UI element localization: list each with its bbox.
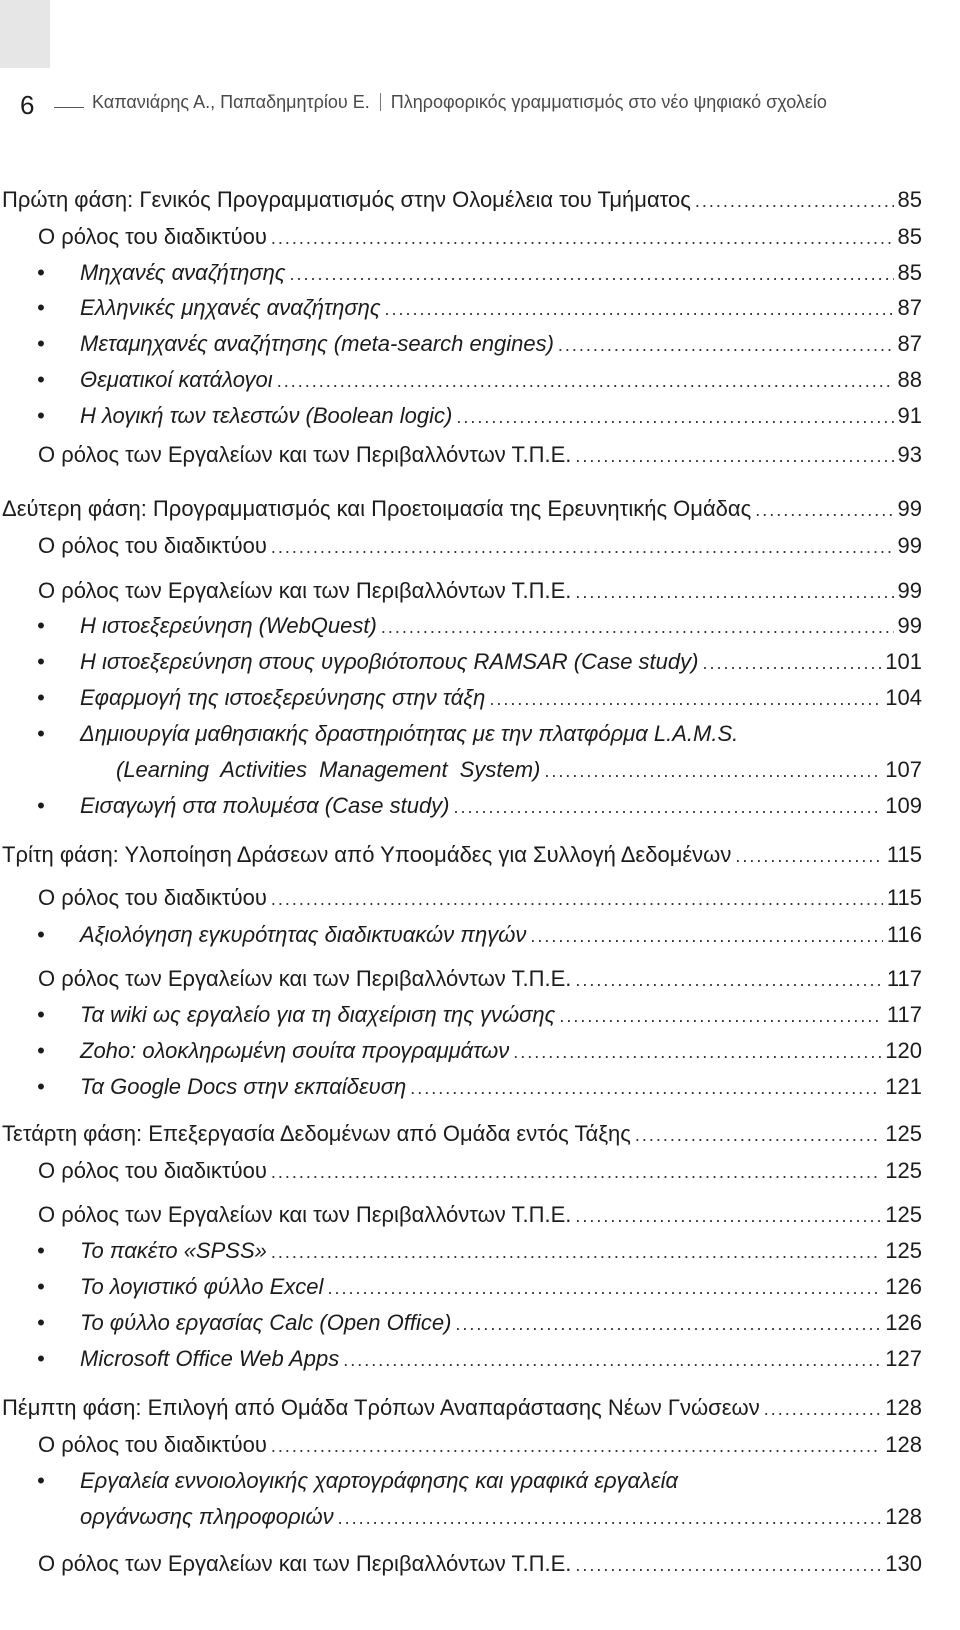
- toc-item[interactable]: • Το πακέτο «SPSS» ..... 125: [0, 1233, 960, 1269]
- bullet-icon: •: [37, 1238, 45, 1263]
- bullet-icon: •: [37, 649, 45, 674]
- toc-item[interactable]: • Μηχανές αναζήτησης ..... 85: [0, 255, 960, 291]
- page-tab: [0, 0, 50, 68]
- toc-section[interactable]: Ο ρόλος των Εργαλείων και των Περιβαλλόντων Τ.Π.Ε. ..... 117: [38, 961, 960, 997]
- bullet-icon: •: [37, 367, 45, 392]
- bullet-icon: •: [37, 260, 45, 285]
- toc-item[interactable]: • Εισαγωγή στα πολυμέσα (Case study) ..... 109: [0, 788, 960, 824]
- toc-item[interactable]: • Θεματικοί κατάλογοι ..... 88: [0, 362, 960, 398]
- toc-phase-heading[interactable]: Δεύτερη φάση: Προγραμματισμός και Προετοιμασία της Ερευνητικής Ομάδας ..... 99: [2, 491, 960, 527]
- toc-item-continuation[interactable]: οργάνωσης πληροφοριών ..... 128: [0, 1499, 960, 1535]
- toc-section[interactable]: Ο ρόλος των Εργαλείων και των Περιβαλλόντων Τ.Π.Ε. ..... 99: [38, 573, 960, 609]
- toc-phase-heading[interactable]: Πέμπτη φάση: Επιλογή από Ομάδα Τρόπων Αναπαράστασης Νέων Γνώσεων ..... 128: [2, 1390, 960, 1426]
- toc-item[interactable]: • Zoho: ολοκληρωμένη σουίτα προγραμμάτων ..... 120: [0, 1033, 960, 1069]
- bullet-icon: •: [37, 403, 45, 428]
- bullet-icon: •: [37, 1074, 45, 1099]
- toc-section[interactable]: Ο ρόλος του διαδικτύου ..... 99: [38, 528, 960, 564]
- toc-item[interactable]: • Τα Google Docs στην εκπαίδευση ..... 121: [0, 1069, 960, 1105]
- toc-phase-heading[interactable]: Τρίτη φάση: Υλοποίηση Δράσεων από Υποομάδες για Συλλογή Δεδομένων ..... 115: [2, 837, 960, 873]
- toc-section[interactable]: Ο ρόλος του διαδικτύου ..... 125: [38, 1153, 960, 1189]
- header-authors: Καπανιάρης Α., Παπαδημητρίου Ε.: [92, 92, 370, 112]
- bullet-icon: •: [37, 793, 45, 818]
- toc-section[interactable]: Ο ρόλος των Εργαλείων και των Περιβαλλόντων Τ.Π.Ε. ..... 130: [38, 1546, 960, 1582]
- bullet-icon: •: [37, 1038, 45, 1063]
- toc-item-continuation[interactable]: (Learning Activities Management System) ..... 107: [0, 752, 960, 788]
- toc-item[interactable]: • Το φύλλο εργασίας Calc (Open Office) ..... 126: [0, 1305, 960, 1341]
- toc-item[interactable]: • Τα wiki ως εργαλείο για τη διαχείριση της γνώσης ..... 117: [0, 997, 960, 1033]
- bullet-icon: •: [37, 613, 45, 638]
- toc-section[interactable]: Ο ρόλος των Εργαλείων και των Περιβαλλόντων Τ.Π.Ε. ..... 93: [38, 437, 960, 473]
- running-header: [92, 92, 827, 113]
- bullet-icon: •: [37, 331, 45, 356]
- header-book-title: Πληροφορικός γραμματισμός στο νέο ψηφιακό σχολείο: [390, 92, 827, 112]
- bullet-icon: •: [37, 1310, 45, 1335]
- header-rule: [54, 107, 84, 108]
- toc-section[interactable]: Ο ρόλος του διαδικτύου ..... 85: [38, 219, 960, 255]
- page-number: 6: [20, 90, 35, 120]
- toc-item[interactable]: • Το λογιστικό φύλλο Excel ..... 126: [0, 1269, 960, 1305]
- toc-item[interactable]: • Εφαρμογή της ιστοεξερεύνησης στην τάξη ..... 104: [0, 680, 960, 716]
- bullet-icon: •: [37, 1468, 45, 1493]
- toc-item[interactable]: • Microsoft Office Web Apps ..... 127: [0, 1341, 960, 1377]
- toc-item[interactable]: • Η λογική των τελεστών (Boolean logic) ..... 91: [0, 398, 960, 434]
- bullet-icon: •: [37, 295, 45, 320]
- toc-section[interactable]: Ο ρόλος του διαδικτύου ..... 128: [38, 1427, 960, 1463]
- bullet-icon: •: [37, 1346, 45, 1371]
- toc-item[interactable]: • Μεταμηχανές αναζήτησης (meta-search engines) ..... 87: [0, 326, 960, 362]
- bullet-icon: •: [37, 1274, 45, 1299]
- header-separator: [380, 93, 381, 111]
- bullet-icon: •: [37, 721, 45, 746]
- toc-phase-heading[interactable]: Τετάρτη φάση: Επεξεργασία Δεδομένων από Ομάδα εντός Τάξης ..... 125: [2, 1116, 960, 1152]
- toc-item[interactable]: • Αξιολόγηση εγκυρότητας διαδικτυακών πηγών ..... 116: [0, 917, 960, 953]
- bullet-icon: •: [37, 685, 45, 710]
- toc-section[interactable]: Ο ρόλος των Εργαλείων και των Περιβαλλόντων Τ.Π.Ε. ..... 125: [38, 1197, 960, 1233]
- toc-item[interactable]: • Εργαλεία εννοιολογικής χαρτογράφησης και γραφικά εργαλεία: [0, 1463, 960, 1499]
- bullet-icon: •: [37, 1002, 45, 1027]
- toc-item[interactable]: • Ελληνικές μηχανές αναζήτησης ..... 87: [0, 290, 960, 326]
- bullet-icon: •: [37, 922, 45, 947]
- toc-item[interactable]: • Η ιστοεξερεύνηση (WebQuest) ..... 99: [0, 608, 960, 644]
- toc-phase-heading[interactable]: Πρώτη φάση: Γενικός Προγραμματισμός στην Ολομέλεια του Τμήματος ..... 85: [2, 182, 960, 218]
- toc-item[interactable]: • Η ιστοεξερεύνηση στους υγροβιότοπους RAMSAR (Case study) ..... 101: [0, 644, 960, 680]
- toc-section[interactable]: Ο ρόλος του διαδικτύου ..... 115: [38, 880, 960, 916]
- toc-item[interactable]: • Δημιουργία μαθησιακής δραστηριότητας με την πλατφόρμα L.A.M.S.: [0, 716, 960, 752]
